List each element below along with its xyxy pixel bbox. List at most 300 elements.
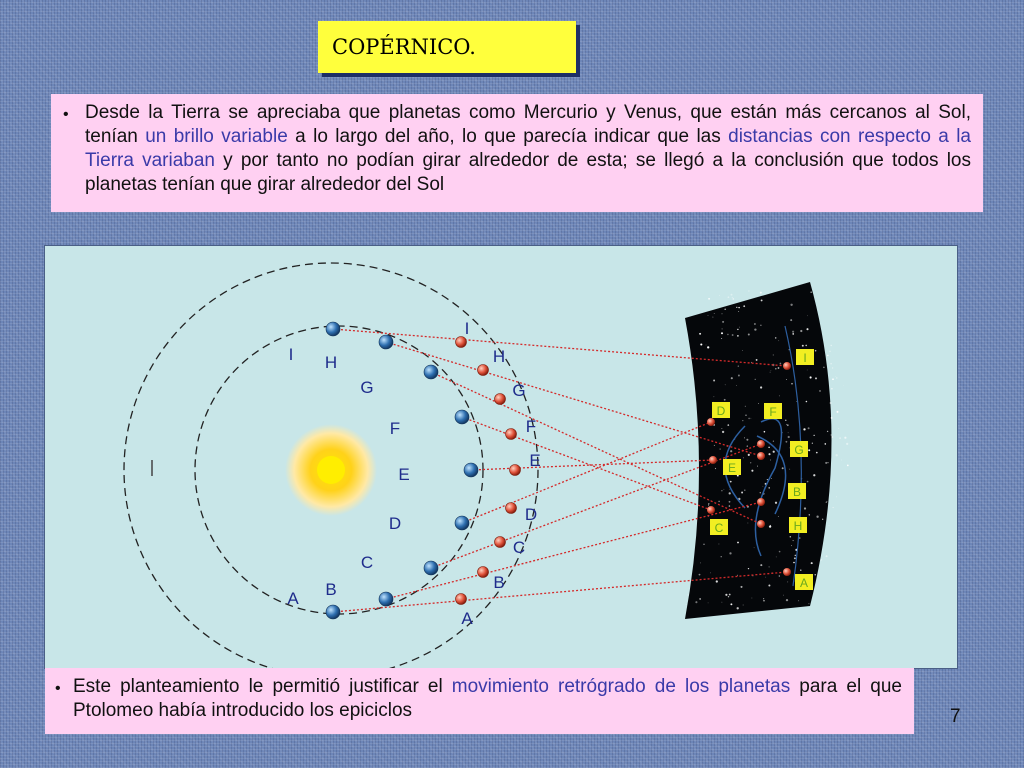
inner-planet-icon <box>455 516 469 530</box>
star <box>775 368 777 370</box>
sky-label: F <box>769 405 777 419</box>
outer-planet-icon <box>495 394 506 405</box>
star <box>795 555 797 557</box>
sky-label: I <box>803 351 807 365</box>
star <box>695 601 697 603</box>
star <box>808 449 810 451</box>
star <box>688 594 689 595</box>
star <box>771 478 772 479</box>
outer-orbit-label: A <box>461 609 473 628</box>
star <box>714 313 715 314</box>
star <box>825 462 827 464</box>
star <box>743 305 745 307</box>
star <box>760 325 761 326</box>
star <box>836 377 837 378</box>
star <box>758 403 759 404</box>
sky-label: C <box>714 521 724 535</box>
star <box>713 380 715 382</box>
sky-projection-point <box>757 520 765 528</box>
star <box>829 351 830 352</box>
outer-planet-icon <box>510 465 521 476</box>
star <box>722 602 723 603</box>
star <box>722 431 724 433</box>
star <box>816 452 818 454</box>
star <box>760 386 762 388</box>
star <box>761 299 763 301</box>
star <box>714 396 715 397</box>
star <box>755 379 756 380</box>
star <box>800 570 801 571</box>
star <box>731 377 733 379</box>
star <box>826 501 827 502</box>
outer-planet-icon <box>478 567 489 578</box>
star <box>699 598 700 599</box>
star <box>748 568 749 569</box>
star <box>843 385 844 386</box>
star <box>776 557 777 558</box>
orbit-diagram <box>44 245 958 669</box>
inner-orbit-label: E <box>398 465 410 484</box>
star <box>786 379 787 380</box>
star <box>808 427 810 429</box>
star <box>720 449 721 450</box>
star <box>729 594 731 596</box>
star <box>763 598 764 599</box>
star <box>708 315 709 316</box>
star <box>764 431 766 433</box>
star <box>740 586 742 588</box>
star <box>803 428 805 430</box>
star <box>721 338 722 339</box>
sun-core <box>317 456 345 484</box>
star <box>703 544 704 545</box>
outer-planet-icon <box>478 365 489 376</box>
star <box>725 594 727 596</box>
conclusion-highlight: movimiento retrógrado de los planetas <box>451 676 791 697</box>
star <box>792 333 794 335</box>
star <box>708 505 709 506</box>
sky-projection-point <box>757 452 765 460</box>
orbit-diagram-svg <box>45 246 957 668</box>
star <box>738 307 739 308</box>
intro-highlight-2: distancias con respecto a la Tierra variaban <box>85 126 972 171</box>
star <box>819 390 820 391</box>
star <box>773 451 775 453</box>
star <box>765 577 766 578</box>
star <box>780 363 782 365</box>
outer-orbit-label: C <box>512 538 526 557</box>
star <box>782 467 784 469</box>
star <box>728 296 730 298</box>
star <box>724 308 726 310</box>
star <box>724 489 725 490</box>
page-number: 7 <box>950 706 961 727</box>
star <box>744 437 745 438</box>
star <box>793 540 794 541</box>
star <box>737 542 739 544</box>
star <box>823 367 824 368</box>
star <box>824 443 826 445</box>
star <box>779 575 780 576</box>
star <box>718 544 719 545</box>
star <box>739 327 740 328</box>
star <box>728 596 729 597</box>
star <box>738 311 739 312</box>
star <box>768 447 769 448</box>
star <box>754 328 756 330</box>
star <box>806 328 808 330</box>
star <box>790 319 792 321</box>
star <box>775 337 777 339</box>
inner-orbit-label: C <box>360 553 374 572</box>
sky-projection-point <box>757 498 765 506</box>
star <box>779 396 780 397</box>
star <box>770 372 771 373</box>
star <box>838 428 839 429</box>
star <box>778 340 779 341</box>
star <box>832 367 833 368</box>
star <box>785 420 786 421</box>
star <box>778 367 780 369</box>
star <box>708 602 709 603</box>
star <box>736 385 737 386</box>
star <box>721 332 723 334</box>
star <box>747 445 748 446</box>
intro-text-3: y por tanto no podían girar alrededor de esta; se llegó a la conclusión que todos los planetas tenían que girar alrededor del Sol <box>85 150 971 195</box>
star <box>722 321 724 323</box>
inner-planet-icon <box>424 561 438 575</box>
star <box>699 333 701 335</box>
intro-text-2: a lo largo del año, lo que parecía indicar que las <box>287 126 729 147</box>
outer-orbit-label: D <box>524 505 538 524</box>
star <box>833 507 834 508</box>
conclusion-text-1: Este planteamiento le permitió justificar el <box>73 676 452 697</box>
star <box>750 462 751 463</box>
star <box>800 330 802 332</box>
star <box>827 431 828 432</box>
star <box>710 500 711 501</box>
star <box>836 454 838 456</box>
star <box>769 566 770 567</box>
star <box>744 490 745 491</box>
star <box>738 365 739 366</box>
star <box>788 432 789 433</box>
star <box>807 370 808 371</box>
star <box>724 399 726 401</box>
inner-planet-icon <box>464 463 478 477</box>
star <box>827 462 828 463</box>
star <box>686 604 687 605</box>
star <box>798 600 799 601</box>
star <box>786 424 787 425</box>
star <box>830 402 832 404</box>
star <box>775 502 777 504</box>
star <box>700 563 701 564</box>
star <box>763 486 764 487</box>
star <box>748 290 749 291</box>
star <box>773 441 774 442</box>
star <box>815 350 817 352</box>
star <box>813 474 815 476</box>
sky-projection-point <box>709 456 717 464</box>
star <box>788 436 790 438</box>
star <box>746 439 748 441</box>
sky-label: D <box>716 404 726 418</box>
star <box>730 603 732 605</box>
star <box>827 355 829 357</box>
star <box>835 376 836 377</box>
star <box>785 441 787 443</box>
star <box>737 575 738 576</box>
star <box>791 383 793 385</box>
star <box>836 497 837 498</box>
inner-planet-icon <box>455 410 469 424</box>
star <box>807 315 808 316</box>
star <box>737 329 738 330</box>
star <box>742 350 743 351</box>
outer-orbit-label: B <box>493 573 505 592</box>
star <box>736 307 737 308</box>
star <box>741 492 743 494</box>
star <box>787 581 788 582</box>
star <box>786 599 788 601</box>
inner-orbit-label: G <box>360 378 374 397</box>
star <box>790 304 792 306</box>
star <box>831 417 833 419</box>
star <box>779 551 781 553</box>
star <box>707 346 709 348</box>
inner-planet-icon <box>326 605 340 619</box>
star <box>793 562 795 564</box>
inner-planet-icon <box>326 322 340 336</box>
star <box>751 470 753 472</box>
star <box>796 401 797 402</box>
star <box>718 501 720 503</box>
sky-projection-point <box>783 362 791 370</box>
star <box>760 492 761 493</box>
star <box>725 384 726 385</box>
star <box>760 564 762 566</box>
star <box>810 376 812 378</box>
inner-orbit-label: I <box>288 345 294 364</box>
star <box>738 375 740 377</box>
star <box>732 298 734 300</box>
star <box>719 295 720 296</box>
star <box>791 545 792 546</box>
star <box>808 603 809 604</box>
conclusion-text-2: para el que Ptolomeo había introducido los epiciclos <box>73 676 902 721</box>
star <box>790 536 792 538</box>
star <box>789 469 790 470</box>
star <box>794 557 796 559</box>
slide-title: COPÉRNICO. <box>332 35 476 59</box>
outer-orbit-label: E <box>529 451 541 470</box>
star <box>810 291 812 293</box>
star <box>752 598 753 599</box>
star <box>831 345 832 346</box>
star <box>769 525 771 527</box>
intro-text-1: Desde la Tierra se apreciaba que planetas como Mercurio y Venus, que están más cercanos al Sol, tenían <box>85 102 971 147</box>
sight-line <box>462 417 711 510</box>
star <box>743 458 744 459</box>
star <box>756 359 758 361</box>
star <box>722 428 723 429</box>
title-box <box>318 21 576 73</box>
inner-planet-icon <box>424 365 438 379</box>
star <box>732 297 733 298</box>
inner-orbit-label: D <box>388 514 402 533</box>
outer-planet-icon <box>456 337 467 348</box>
sky-projection-point <box>783 568 791 576</box>
star <box>708 503 709 504</box>
star <box>729 492 731 494</box>
star <box>811 562 813 564</box>
outer-planet-icon <box>495 537 506 548</box>
star <box>832 436 834 438</box>
star <box>715 468 716 469</box>
sky-label: E <box>727 461 737 475</box>
star <box>737 335 739 337</box>
inner-planet-icon <box>379 335 393 349</box>
sky-projection-point <box>707 506 715 514</box>
star <box>748 418 750 420</box>
star <box>748 333 750 335</box>
star <box>831 388 833 390</box>
star <box>837 411 839 413</box>
star <box>844 437 846 439</box>
star <box>754 547 755 548</box>
star <box>783 595 784 596</box>
sky-projection-point <box>707 418 715 426</box>
star <box>729 505 731 507</box>
intro-highlight-1: un brillo variable <box>145 126 288 147</box>
inner-orbit-label: H <box>324 353 338 372</box>
star <box>809 514 810 515</box>
star <box>714 445 715 446</box>
star <box>763 600 764 601</box>
star <box>804 507 806 509</box>
sight-line <box>462 422 711 523</box>
star <box>829 525 830 526</box>
star <box>767 479 768 480</box>
outer-orbit-label: G <box>512 381 526 400</box>
inner-planet-icon <box>379 592 393 606</box>
star <box>806 401 808 403</box>
star <box>729 552 731 554</box>
star <box>787 424 789 426</box>
star <box>771 370 772 371</box>
inner-orbit-label: F <box>389 419 401 438</box>
star <box>826 555 828 557</box>
star <box>748 523 749 524</box>
star <box>805 345 807 347</box>
inner-orbit-label: A <box>287 589 299 608</box>
star <box>815 574 816 575</box>
star <box>770 460 771 461</box>
star <box>742 420 743 421</box>
star <box>815 377 817 379</box>
star <box>700 343 702 345</box>
star <box>737 607 739 609</box>
star <box>745 406 746 407</box>
star <box>822 519 823 520</box>
star <box>748 454 750 456</box>
star <box>812 443 813 444</box>
outer-orbit-label: H <box>492 347 506 366</box>
bullet-icon: • <box>55 680 61 697</box>
intro-paragraph-box <box>51 94 983 212</box>
outer-planet-icon <box>506 503 517 514</box>
outer-planet-icon <box>506 429 517 440</box>
bullet-icon: • <box>63 106 69 123</box>
sky-projection-point <box>757 440 765 448</box>
star <box>821 559 822 560</box>
star <box>760 292 762 294</box>
star <box>841 460 842 461</box>
star <box>706 345 707 346</box>
sky-label: H <box>793 519 803 533</box>
star <box>727 334 728 335</box>
star <box>721 556 722 557</box>
star <box>754 323 756 325</box>
star <box>727 424 729 426</box>
star <box>814 435 815 436</box>
star <box>722 313 723 314</box>
star <box>807 481 809 483</box>
star <box>716 580 718 582</box>
star <box>751 418 752 419</box>
star <box>712 317 713 318</box>
sky-label: A <box>799 576 809 590</box>
star <box>768 487 769 488</box>
star <box>699 574 701 576</box>
star <box>816 516 818 518</box>
star <box>768 453 770 455</box>
star <box>802 345 804 347</box>
star <box>729 501 731 503</box>
star <box>792 331 794 333</box>
star <box>730 450 732 452</box>
star <box>730 481 732 483</box>
star <box>847 465 849 467</box>
star <box>773 354 774 355</box>
inner-orbit-label: B <box>325 580 337 599</box>
star <box>710 573 711 574</box>
star <box>839 437 841 439</box>
star <box>729 489 730 490</box>
outer-orbit-label: I <box>464 319 470 338</box>
star <box>743 605 744 606</box>
star <box>745 415 746 416</box>
sky-label: G <box>794 443 804 457</box>
star <box>846 443 848 445</box>
star <box>732 334 734 336</box>
star <box>778 516 779 517</box>
star <box>768 584 770 586</box>
sky-label: B <box>792 485 802 499</box>
star <box>708 298 710 300</box>
star <box>721 490 722 491</box>
outer-planet-icon <box>456 594 467 605</box>
outer-orbit-label: F <box>525 417 537 436</box>
sight-line <box>471 460 713 470</box>
conclusion-paragraph-box <box>45 668 914 734</box>
star <box>832 378 834 380</box>
star <box>826 502 827 503</box>
star <box>830 363 831 364</box>
star <box>722 328 723 329</box>
star <box>731 294 733 296</box>
